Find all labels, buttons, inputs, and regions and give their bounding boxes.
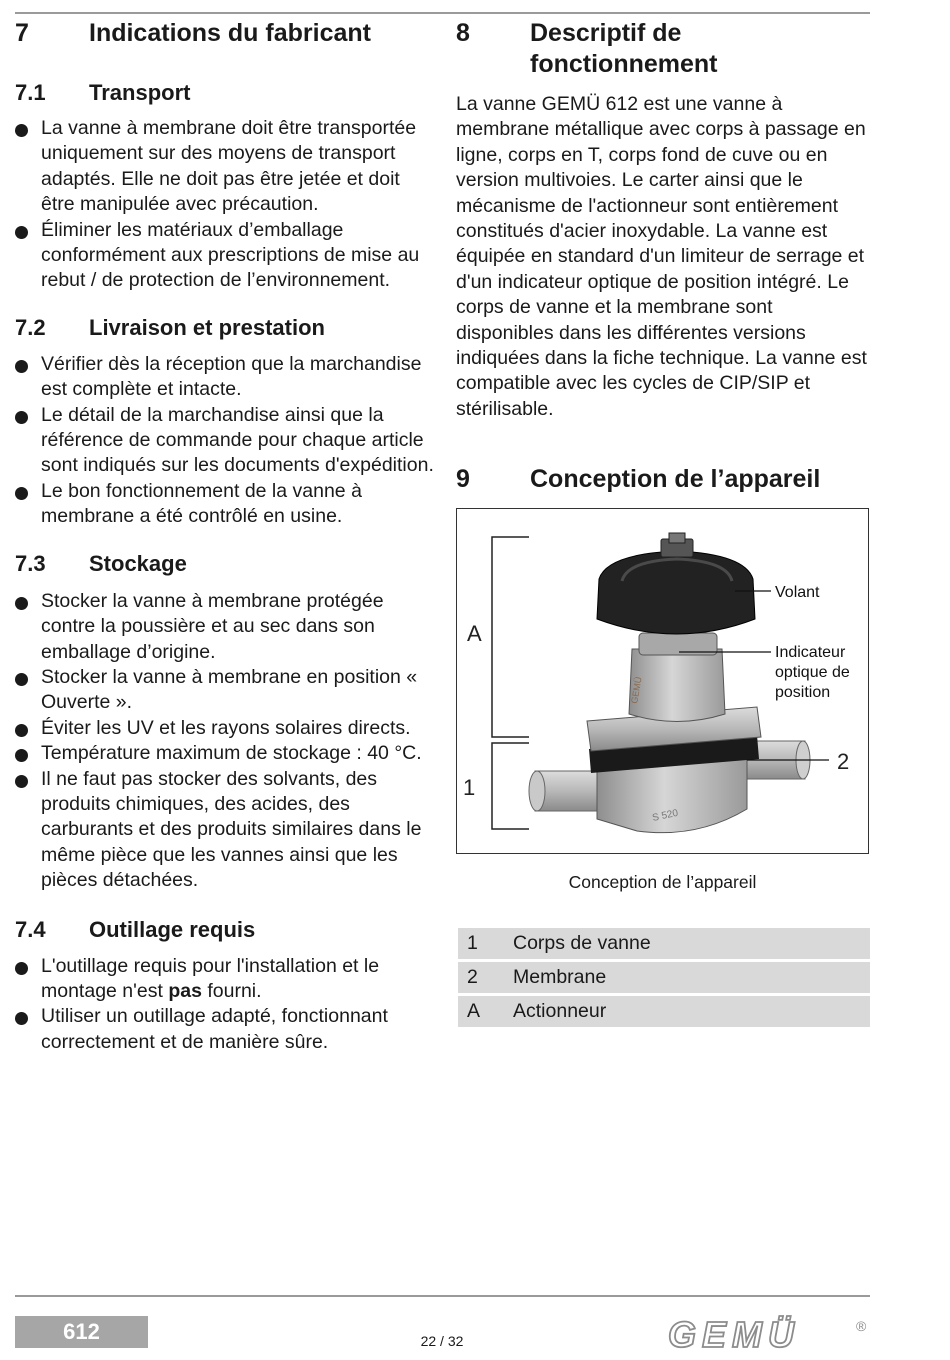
- bullet-icon: [15, 775, 28, 788]
- section-title: Conception de l’appareil: [530, 465, 821, 494]
- section-7-4-heading: [15, 916, 435, 944]
- bullet-icon: [15, 360, 28, 373]
- model-badge: 612: [15, 1316, 148, 1348]
- list-item: Température maximum de stockage : 40 °C.: [15, 741, 435, 766]
- bullet-icon: [15, 487, 28, 500]
- bullet-icon: [15, 724, 28, 737]
- gemu-logo: [668, 1313, 878, 1353]
- bonnet: [629, 649, 725, 722]
- bullet-icon: [15, 749, 28, 762]
- marker-1: 1: [463, 775, 476, 800]
- transport-list: [15, 116, 435, 294]
- right-column: [456, 18, 871, 495]
- top-rule: [15, 12, 870, 14]
- list-item: Éliminer les matériaux d’emballage conformément aux prescriptions de mise au rebut / de protection de l’environnement.: [15, 218, 435, 294]
- section-7-2-heading: [15, 314, 435, 342]
- bullet-icon: [15, 1012, 28, 1025]
- svg-text:GEMÜ: GEMÜ: [629, 676, 644, 705]
- section-number: 7: [15, 19, 29, 47]
- svg-text:S 520: S 520: [651, 807, 680, 824]
- list-item: La vanne à membrane doit être transportée uniquement sur des moyens de transport adaptés. Elle ne doit pas être jetée et doit être manipulée avec précaution.: [15, 116, 435, 218]
- label-indicator-line3: position: [775, 684, 831, 701]
- emphasis: pas: [168, 979, 202, 1002]
- subsection-number: 7.3: [15, 550, 46, 576]
- valve-figure: [456, 508, 869, 854]
- table-row: A Actionneur: [458, 996, 870, 1027]
- legend-table: [458, 928, 870, 1030]
- valve-illustration: [457, 509, 867, 852]
- label-volant: Volant: [775, 584, 820, 601]
- section-number: 9: [456, 465, 470, 494]
- section-7-3-heading: [15, 550, 435, 578]
- bullet-icon: [15, 226, 28, 239]
- footer-rule: [15, 1295, 870, 1297]
- handwheel: [597, 551, 755, 634]
- list-item: Vérifier dès la réception que la marchandise est complète et intacte.: [15, 352, 435, 403]
- list-item: L'outillage requis pour l'installation et le montage n'est pas fourni.: [15, 954, 435, 1005]
- list-item: Utiliser un outillage adapté, fonctionnant correctement et de manière sûre.: [15, 1004, 435, 1055]
- bullet-icon: [15, 124, 28, 137]
- marker-2: 2: [837, 749, 850, 774]
- registered-mark: ®: [856, 1318, 867, 1334]
- list-item: Éviter les UV et les rayons solaires directs.: [15, 716, 435, 741]
- brand-logo-text: GEMÜ: [668, 1314, 800, 1353]
- subsection-title: Livraison et prestation: [89, 314, 325, 340]
- subsection-number: 7.2: [15, 314, 46, 340]
- page-number: 22 / 32: [420, 1333, 464, 1349]
- table-row: 1 Corps de vanne: [458, 928, 870, 959]
- section-8-heading: [456, 18, 871, 80]
- list-item: Stocker la vanne à membrane en position « Ouverte ».: [15, 665, 435, 716]
- section-7-heading: [15, 18, 435, 49]
- subsection-number: 7.1: [15, 80, 46, 105]
- subsection-title: Transport: [89, 80, 191, 105]
- section-9-heading: [456, 464, 871, 495]
- bracket-1: [492, 743, 529, 829]
- subsection-title: Outillage requis: [89, 916, 256, 942]
- left-column: [15, 18, 435, 1055]
- section-number: 8: [456, 19, 470, 47]
- list-item: Il ne faut pas stocker des solvants, des produits chimiques, des acides, des carburants et des produits similaires dans le même pièce que les vannes ainsi que les pièces détachées.: [15, 767, 435, 894]
- section-7-1-heading: [15, 79, 435, 107]
- figure-caption: Conception de l’appareil: [568, 872, 757, 892]
- list-item: Stocker la vanne à membrane protégée contre la poussière et au sec dans son emballage d’origine.: [15, 589, 435, 665]
- label-indicator-line2: optique de: [775, 664, 850, 681]
- function-description: La vanne GEMÜ 612 est une vanne à membrane métallique avec corps à passage en ligne, corps en T, corps fond de cuve ou en version multivoies. Le carter ainsi que le mécanisme de l'actionneur sont entièrement constitués d'acier inoxydable. La vanne est équipée en standard d'un limiteur de serrage et d'un indicateur optique de position intégré. Le corps de vanne et la membrane sont disponibles dans les différentes versions indiquées dans la fiche technique. La vanne est compatible avec les cycles de CIP/SIP et stérilisable.: [456, 93, 867, 420]
- section-title: Indications du fabricant: [89, 19, 371, 47]
- label-indicator-line1: Indicateur: [775, 644, 846, 661]
- list-item: Le détail de la marchandise ainsi que la référence de commande pour chaque article sont indiqués sur les documents d'expédition.: [15, 403, 435, 479]
- storage-list: [15, 589, 435, 894]
- subsection-title: Stockage: [89, 550, 187, 576]
- bullet-icon: [15, 673, 28, 686]
- bullet-icon: [15, 962, 28, 975]
- subsection-number: 7.4: [15, 916, 46, 942]
- bullet-icon: [15, 411, 28, 424]
- marker-a: A: [467, 621, 482, 646]
- table-row: 2 Membrane: [458, 962, 870, 993]
- tools-list: [15, 954, 435, 1056]
- list-item: Le bon fonctionnement de la vanne à membrane a été contrôlé en usine.: [15, 479, 435, 530]
- bullet-icon: [15, 597, 28, 610]
- delivery-list: [15, 352, 435, 530]
- bracket-a: [492, 537, 529, 737]
- section-title: Descriptif de fonctionnement: [530, 19, 718, 78]
